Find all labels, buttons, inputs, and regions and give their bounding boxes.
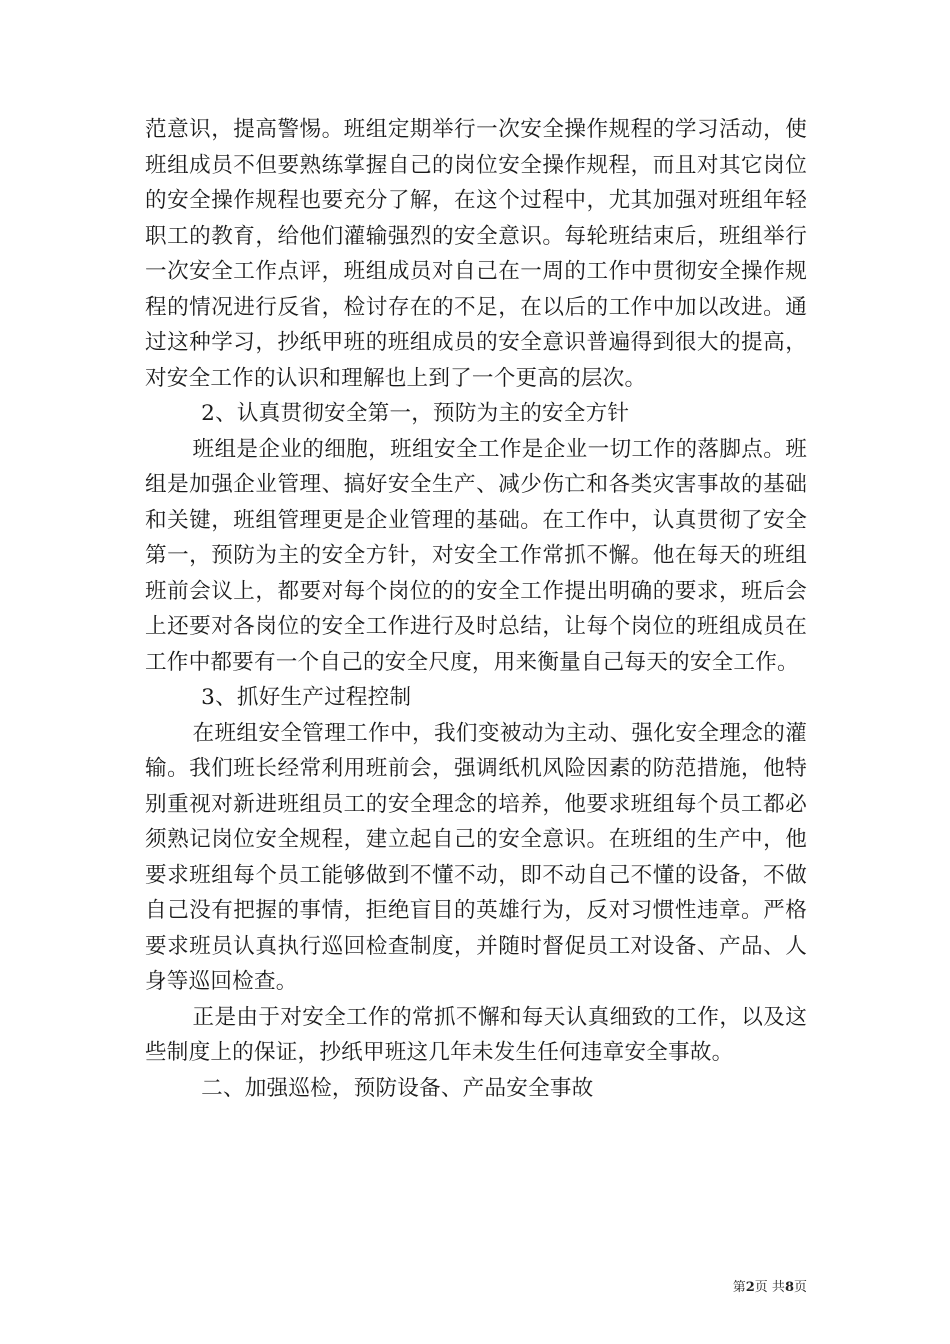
heading-safety-policy: 2、认真贯彻安全第一，预防为主的安全方针 (201, 401, 630, 426)
footer-middle: 页 共 (754, 1280, 785, 1295)
paragraph-safety-learning: 范意识，提高警惕。班组定期举行一次安全操作规程的学习活动，使班组成员不但要熟练掌握自己的岗位安全操作规程，而且对其它岗位的安全操作规程也要充分了解，在这个过程中，尤其加强对班组年轻职工的教育，给他们灌输强烈的安全意识。每轮班结束后，班组举行一次安全工作点评，班组成员对自己在一周的工作中贯彻安全操作规程的情况进行反省，检讨存在的不足，在以后的工作中加以改进。通过这种学习，抄纸甲班的班组成员的安全意识普遍得到很大的提高，对安全工作的认识和理解也上到了一个更高的层次。 (145, 117, 807, 391)
heading-inspection: 二、加强巡检，预防设备、产品安全事故 (201, 1075, 594, 1101)
page-number-footer (700, 1276, 807, 1295)
paragraph-team-foundation: 班组是企业的细胞，班组安全工作是企业一切工作的落脚点。班组是加强企业管理、搞好安全生产、减少伤亡和各类灾害事故的基础和关键，班组管理更是企业管理的基础。在工作中，认真贯彻了安全第一，预防为主的安全方针，对安全工作常抓不懈。他在每天的班组班前会议上，都要对每个岗位的的安全工作提出明确的要求，班后会上还要对各岗位的安全工作进行及时总结，让每个岗位的班组成员在工作中都要有一个自己的安全尺度，用来衡量自己每天的安全工作。 (145, 436, 807, 675)
footer-suffix: 页 (793, 1280, 807, 1295)
total-pages-number: 8 (784, 1280, 794, 1295)
paragraph-safety-management: 在班组安全管理工作中，我们变被动为主动、强化安全理念的灌输。我们班长经常利用班前会，强调纸机风险因素的防范措施，他特别重视对新进班组员工的安全理念的培养，他要求班组每个员工都必须熟记岗位安全规程，建立起自己的安全意识。在班组的生产中，他要求班组每个员工能够做到不懂不动，即不动自己不懂的设备，不做自己没有把握的事情，拒绝盲目的英雄行为，反对习惯性违章。严格要求班员认真执行巡回检查制度，并随时督促员工对设备、产品、人身等巡回检查。 (145, 720, 807, 994)
document-body (145, 112, 807, 1106)
heading-process-control: 3、抓好生产过程控制 (201, 685, 412, 710)
paragraph-no-accidents: 正是由于对安全工作的常抓不懈和每天认真细致的工作，以及这些制度上的保证，抄纸甲班这几年未发生任何违章安全事故。 (145, 1004, 807, 1065)
current-page-number: 2 (745, 1280, 755, 1295)
footer-prefix: 第 (732, 1280, 746, 1295)
